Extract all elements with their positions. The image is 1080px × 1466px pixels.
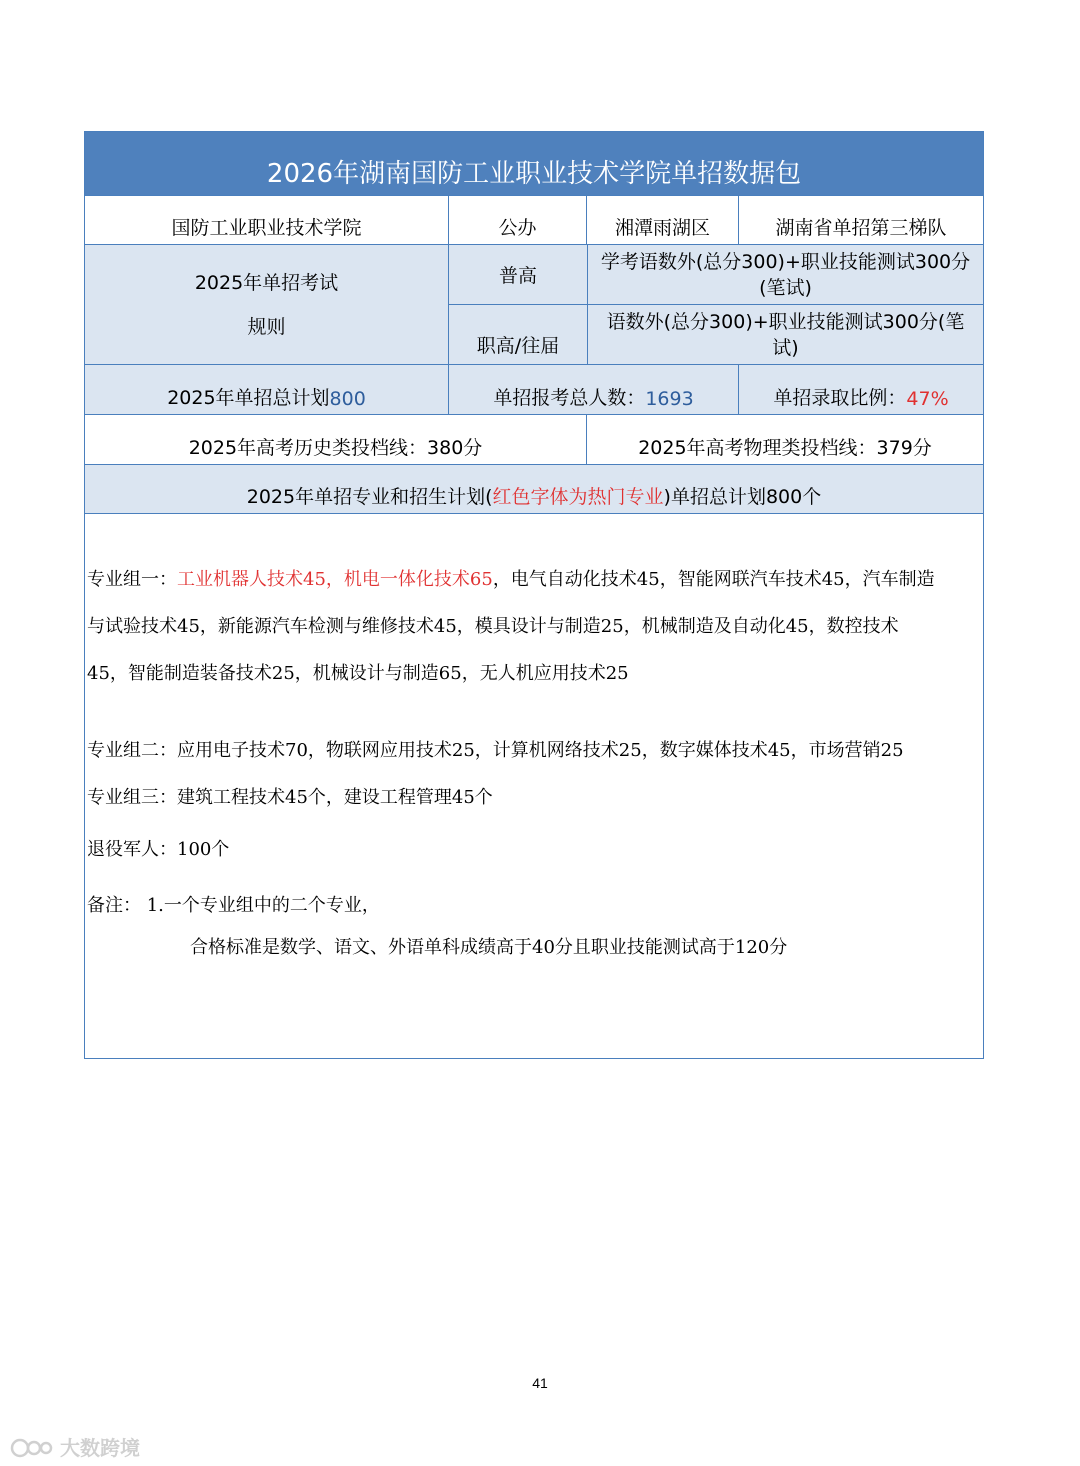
physics-cutoff: 2025年高考物理类投档线：379分 <box>586 415 983 464</box>
watermark-text: 大数跨境 <box>60 1436 140 1460</box>
rules-label-line2: 规则 <box>247 315 286 338</box>
rule-type: 职高/往届 <box>449 305 587 364</box>
exam-rules <box>85 244 983 364</box>
stats-row <box>85 364 983 414</box>
group-two-label: 专业组二： <box>87 740 177 761</box>
rules-label <box>85 245 448 364</box>
rule-type: 普高 <box>449 245 587 304</box>
applicants-value: 1693 <box>645 388 694 410</box>
note-line-2: 合格标准是数学、语文、外语单科成绩高于40分且职业技能测试高于120分 <box>190 937 788 958</box>
cutoff-row <box>85 414 983 464</box>
school-location: 湘潭雨湖区 <box>586 196 738 244</box>
major-groups <box>85 513 983 1058</box>
group-two <box>87 727 937 774</box>
school-type: 公办 <box>448 196 586 244</box>
hot-major: 机电一体化技术65 <box>343 569 493 590</box>
plan-total <box>85 365 448 414</box>
info-row <box>85 195 983 244</box>
group-three-label: 专业组三： <box>87 787 177 808</box>
group-three <box>87 774 937 821</box>
rule-desc: 学考语数外(总分300)+职业技能测试300分(笔试) <box>587 245 983 304</box>
group-three-majors: 建筑工程技术45个，建设工程管理45个 <box>177 787 493 808</box>
rules-label-line1: 2025年单招考试 <box>194 271 339 294</box>
veterans-label: 退役军人： <box>87 839 177 860</box>
note <box>87 879 983 933</box>
applicants-total <box>448 365 738 414</box>
note-label: 备注： <box>87 895 141 916</box>
group-one <box>87 556 937 697</box>
rule-vocational <box>449 304 983 364</box>
group-one-label: 专业组一： <box>87 569 177 590</box>
watermark-logo-icon <box>10 1436 54 1458</box>
sheet-title: 2026年湖南国防工业职业技术学院单招数据包 <box>85 132 983 195</box>
ratio-label: 单招录取比例： <box>773 387 907 409</box>
plan-header <box>85 465 983 513</box>
plan-total-label: 2025年单招总计划 <box>167 387 330 409</box>
plan-header-row <box>85 464 983 513</box>
note-line-1: 1.一个专业组中的二个专业， <box>146 895 380 916</box>
plan-header-after: )单招总计划800个 <box>663 486 822 508</box>
applicants-label: 单招报考总人数： <box>493 387 646 409</box>
ratio-value: 47% <box>906 388 949 410</box>
plan-header-before: 2025年单招专业和招生计划( <box>246 486 493 508</box>
hot-major: 工业机器人技术45， <box>177 569 344 590</box>
admission-ratio <box>738 365 983 414</box>
school-tier: 湖南省单招第三梯队 <box>738 196 983 244</box>
plan-total-value: 800 <box>329 388 366 410</box>
group-two-majors: 应用电子技术70，物联网应用技术25，计算机网络技术25，数字媒体技术45，市场营销25 <box>177 740 904 761</box>
page-number: 41 <box>532 1375 548 1391</box>
history-cutoff: 2025年高考历史类投档线：380分 <box>188 437 483 459</box>
watermark <box>10 1432 140 1461</box>
veterans <box>87 821 937 879</box>
rule-desc: 语数外(总分300)+职业技能测试300分(笔试) <box>587 305 983 364</box>
plan-header-highlight: 红色字体为热门专业 <box>492 486 664 508</box>
school-name: 国防工业职业技术学院 <box>171 217 362 239</box>
group-one-majors: ，电气自动化技术45，智能网联汽车技术45，汽车制造与试验技术45，新能源汽车检测与维修技术45，模具设计与制造25，机械制造及自动化45，数控技术45，智能制造装备技术25，机械设计与制造65，无人机应用技术25 <box>87 569 935 684</box>
veterans-count: 100个 <box>177 839 230 860</box>
data-sheet <box>84 131 984 1059</box>
rule-general <box>449 245 983 304</box>
